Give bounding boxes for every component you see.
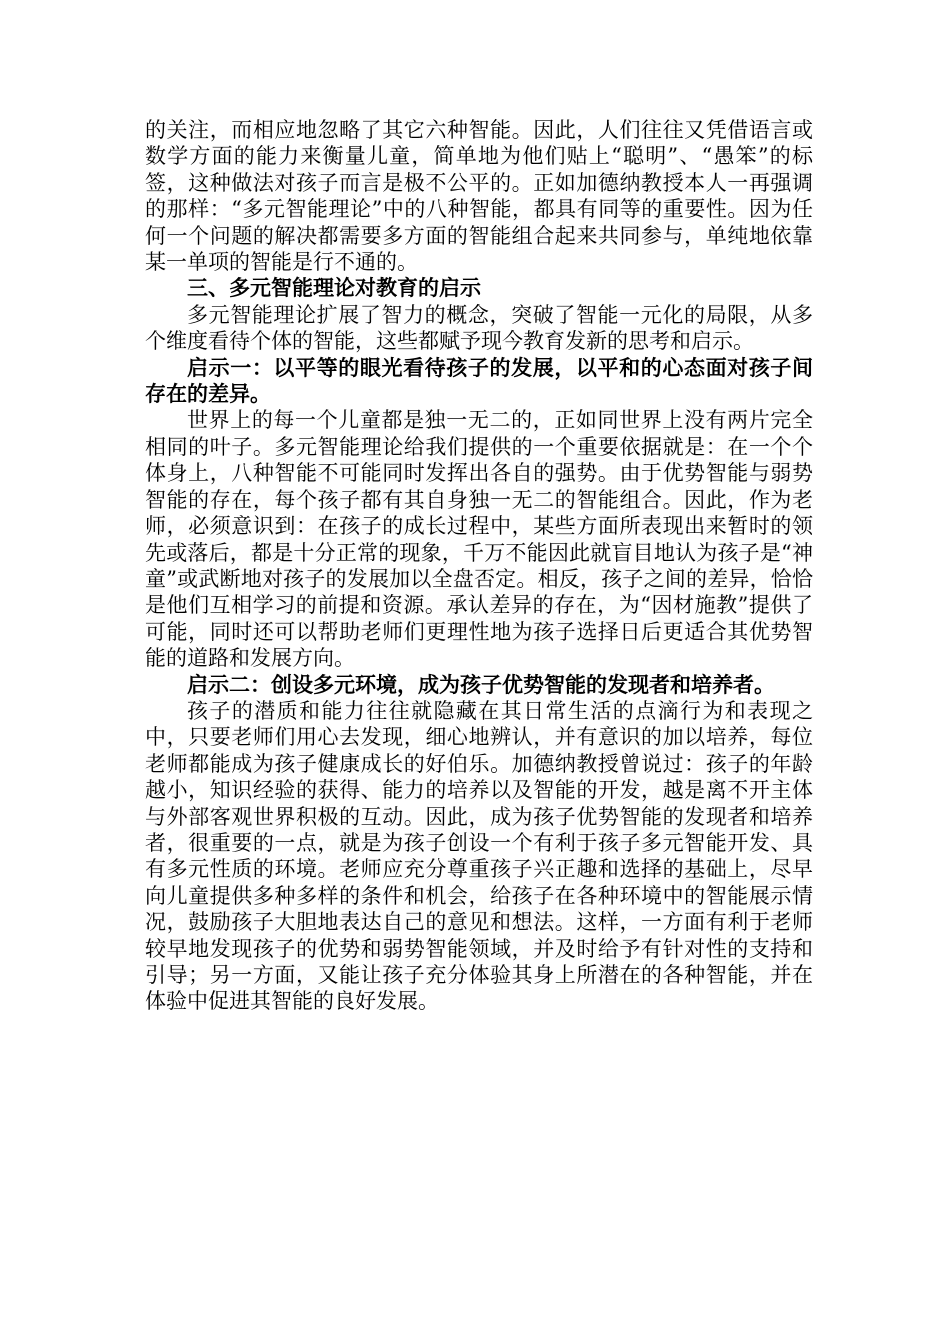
section-heading: 三、多元智能理论对教育的启示	[187, 275, 481, 301]
document-page	[145, 117, 813, 1015]
paragraph-continuation: 的关注，而相应地忽略了其它六种智能。因此，人们往往又凭借语言或数学方面的能力来衡量儿童，简单地为他们贴上“聪明”、“愚笨”的标签，这种做法对孩子而言是极不公平的。正如加德纳教授本人一再强调的那样：“多元智能理论”中的八种智能，都具有同等的重要性。因为任何一个问题的解决都需要多方面的智能组合起来共同参与，单纯地依靠某一单项的智能是行不通的。	[145, 118, 813, 275]
paragraph-insight-one: 世界上的每一个儿童都是独一无二的，正如同世界上没有两片完全相同的叶子。多元智能理论给我们提供的一个重要依据就是：在一个个体身上，八种智能不可能同时发挥出各自的强势。由于优势智能与弱势智能的存在，每个孩子都有其自身独一无二的智能组合。因此，作为老师，必须意识到：在孩子的成长过程中，某些方面所表现出来暂时的领先或落后，都是十分正常的现象，千万不能因此就盲目地认为孩子是“神童”或武断地对孩子的发展加以全盘否定。相反，孩子之间的差异，恰恰是他们互相学习的前提和资源。承认差异的存在，为“因材施教”提供了可能，同时还可以帮助老师们更理性地为孩子选择日后更适合其优势智能的道路和发展方向。	[145, 408, 813, 671]
subheading-insight-two: 启示二：创设多元环境，成为孩子优势智能的发现者和培养者。	[187, 671, 775, 697]
paragraph-intro: 多元智能理论扩展了智力的概念，突破了智能一元化的局限，从多个维度看待个体的智能，这些都赋予现今教育发新的思考和启示。	[145, 302, 813, 354]
subheading-insight-one: 启示一：以平等的眼光看待孩子的发展，以平和的心态面对孩子间存在的差异。	[145, 354, 813, 407]
paragraph-insight-two: 孩子的潜质和能力往往就隐藏在其日常生活的点滴行为和表现之中，只要老师们用心去发现，细心地辨认，并有意识的加以培养，每位老师都能成为孩子健康成长的好伯乐。加德纳教授曾说过：孩子的年龄越小，知识经验的获得、能力的培养以及智能的开发，越是离不开主体与外部客观世界积极的互动。因此，成为孩子优势智能的发现者和培养者，很重要的一点，就是为孩子创设一个有利于孩子多元智能开发、具有多元性质的环境。老师应充分尊重孩子兴正趣和选择的基础上，尽早向儿童提供多种多样的条件和机会，给孩子在各种环境中的智能展示情况，鼓励孩子大胆地表达自己的意见和想法。这样，一方面有利于老师较早地发现孩子的优势和弱势智能领域，并及时给予有针对性的支持和引导；另一方面，又能让孩子充分体验其身上所潜在的各种智能，并在体验中促进其智能的良好发展。	[145, 698, 813, 1014]
